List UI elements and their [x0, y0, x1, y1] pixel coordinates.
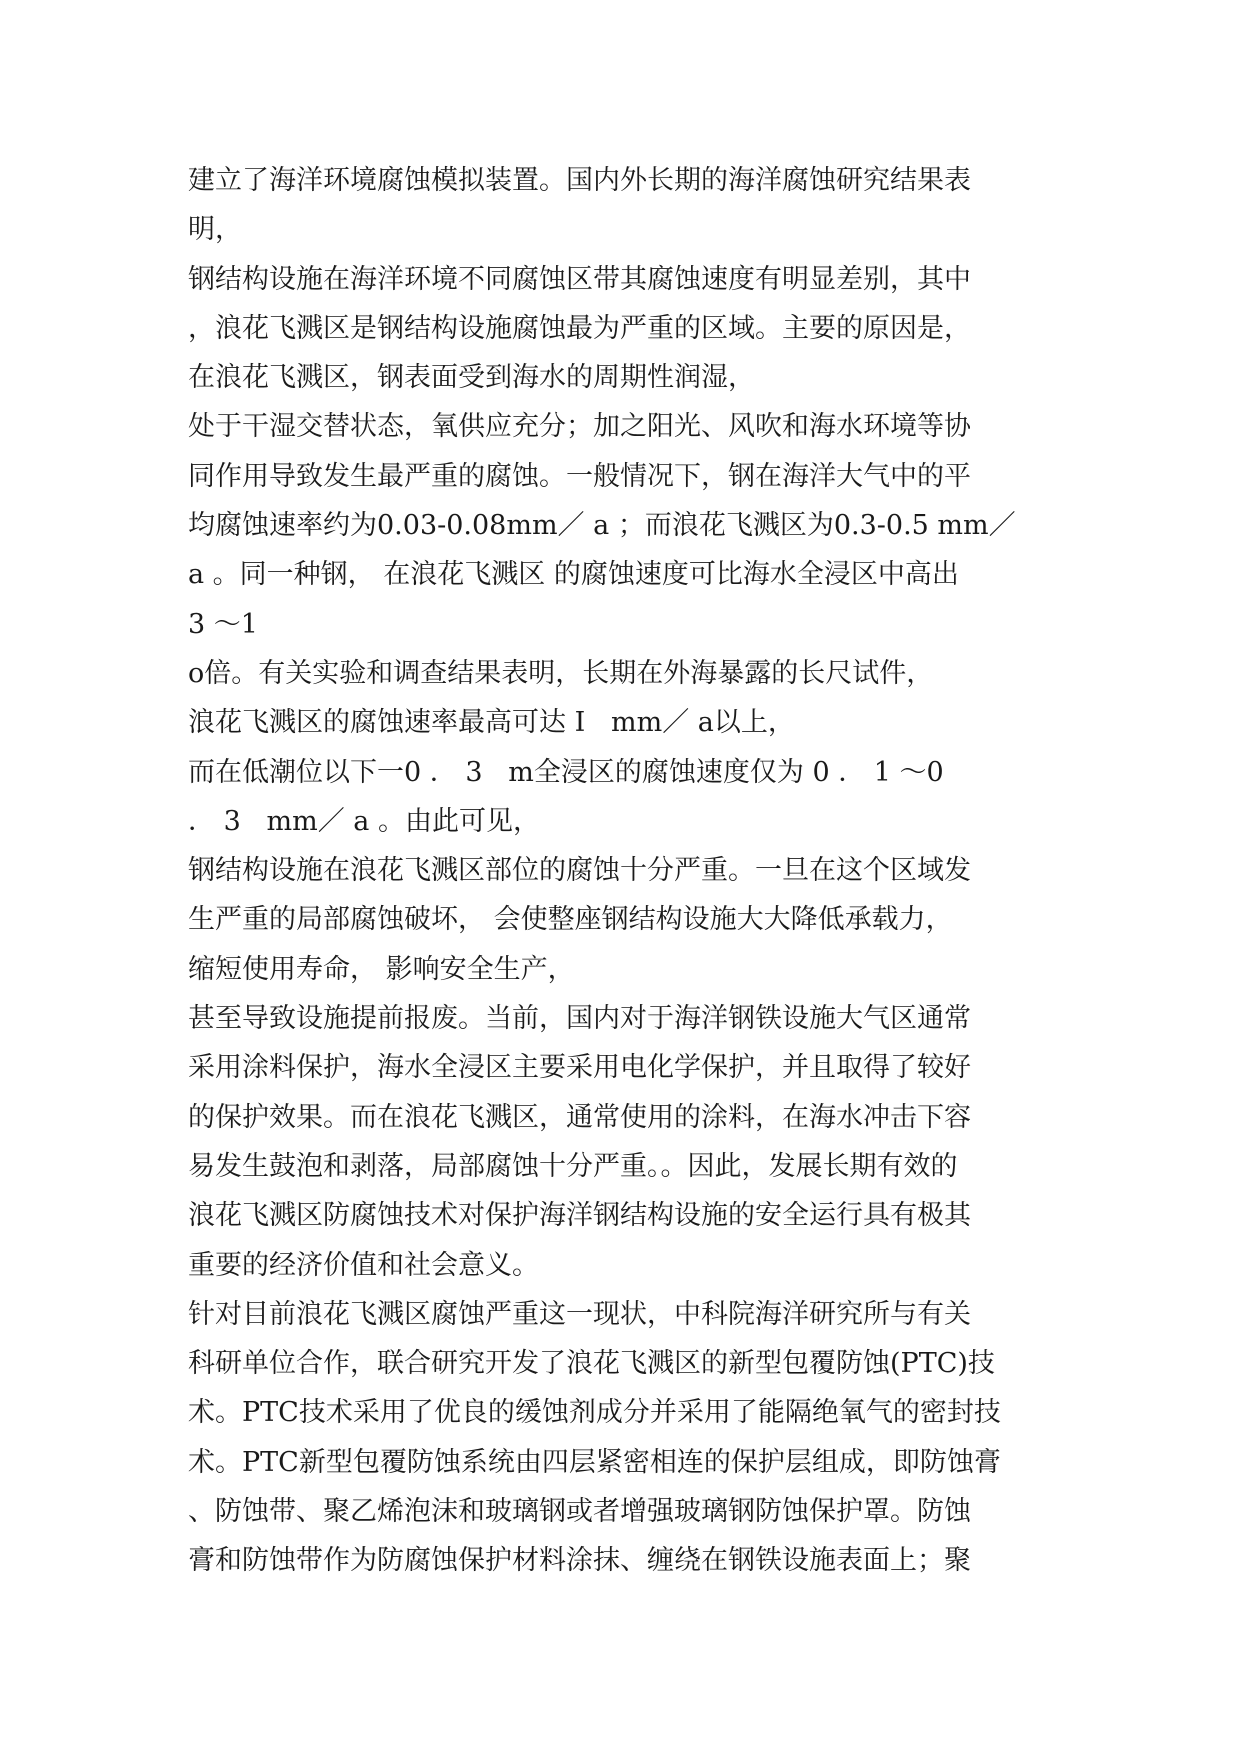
text-line: a 。同一种钢， 在浪花飞溅区 的腐蚀速度可比海水全浸区中高出 — [188, 559, 959, 591]
text-line: 针对目前浪花飞溅区腐蚀严重这一现状，中科院海洋研究所与有关 — [188, 1298, 971, 1330]
text-line: 同作用导致发生最严重的腐蚀。一般情况下，钢在海洋大气中的平 — [188, 460, 971, 492]
text-line: 的保护效果。而在浪花飞溅区，通常使用的涂料，在海水冲击下容 — [188, 1101, 971, 1133]
text-line: 处于干湿交替状态，氧供应充分；加之阳光、风吹和海水环境等协 — [188, 411, 971, 443]
text-line: 膏和防蚀带作为防腐蚀保护材料涂抹、缠绕在钢铁设施表面上；聚 — [188, 1545, 971, 1577]
text-line: 生严重的局部腐蚀破坏， 会使整座钢结构设施大大降低承载力， — [188, 904, 953, 936]
text-line: 钢结构设施在浪花飞溅区部位的腐蚀十分严重。一旦在这个区域发 — [188, 855, 971, 887]
text-line: 采用涂料保护，海水全浸区主要采用电化学保护，并且取得了较好 — [188, 1052, 971, 1084]
text-line: 建立了海洋环境腐蚀模拟装置。国内外长期的海洋腐蚀研究结果表 — [188, 165, 971, 196]
text-line: o倍。有关实验和调查结果表明，长期在外海暴露的长尺试件， — [188, 657, 934, 689]
text-line: 科研单位合作，联合研究开发了浪花飞溅区的新型包覆防蚀(PTC)技 — [188, 1348, 995, 1380]
text-line: 甚至导致设施提前报废。当前，国内对于海洋钢铁设施大气区通常 — [188, 1003, 971, 1035]
text-line: 、防蚀带、聚乙烯泡沫和玻璃钢或者增强玻璃钢防蚀保护罩。防蚀 — [188, 1496, 971, 1528]
text-line: ． 3 mm／ a 。由此可见， — [188, 805, 540, 837]
body-text — [188, 156, 1068, 1586]
text-line: 均腐蚀速率约为0.03-0.08mm／ a ；而浪花飞溅区为0.3-0.5 mm／ — [188, 510, 1016, 542]
text-line: 缩短使用寿命， 影响安全生产， — [188, 953, 575, 985]
text-line: 明， — [188, 214, 242, 246]
text-line: 在浪花飞溅区，钢表面受到海水的周期性润湿， — [188, 362, 755, 394]
text-line: 3 ～1 — [188, 608, 258, 640]
text-line: 易发生鼓泡和剥落，局部腐蚀十分严重。。因此，发展长期有效的 — [188, 1150, 958, 1182]
text-line: 而在低潮位以下一0 ． 3 m全浸区的腐蚀速度仅为 0 ． 1 ～0 — [188, 756, 944, 788]
text-line: 术。PTC新型包覆防蚀系统由四层紧密相连的保护层组成，即防蚀膏 — [188, 1446, 1001, 1478]
text-line: 钢结构设施在海洋环境不同腐蚀区带其腐蚀速度有明显差别，其中 — [188, 263, 971, 295]
text-line: ，浪花飞溅区是钢结构设施腐蚀最为严重的区域。主要的原因是， — [188, 312, 971, 344]
text-line: 重要的经济价值和社会意义。 — [188, 1249, 539, 1281]
text-line: 浪花飞溅区的腐蚀速率最高可达 I mm／ a以上， — [188, 707, 795, 739]
text-line: 术。PTC技术采用了优良的缓蚀剂成分并采用了能隔绝氧气的密封技 — [188, 1397, 1001, 1429]
text-line: 浪花飞溅区防腐蚀技术对保护海洋钢结构设施的安全运行具有极其 — [188, 1200, 971, 1232]
